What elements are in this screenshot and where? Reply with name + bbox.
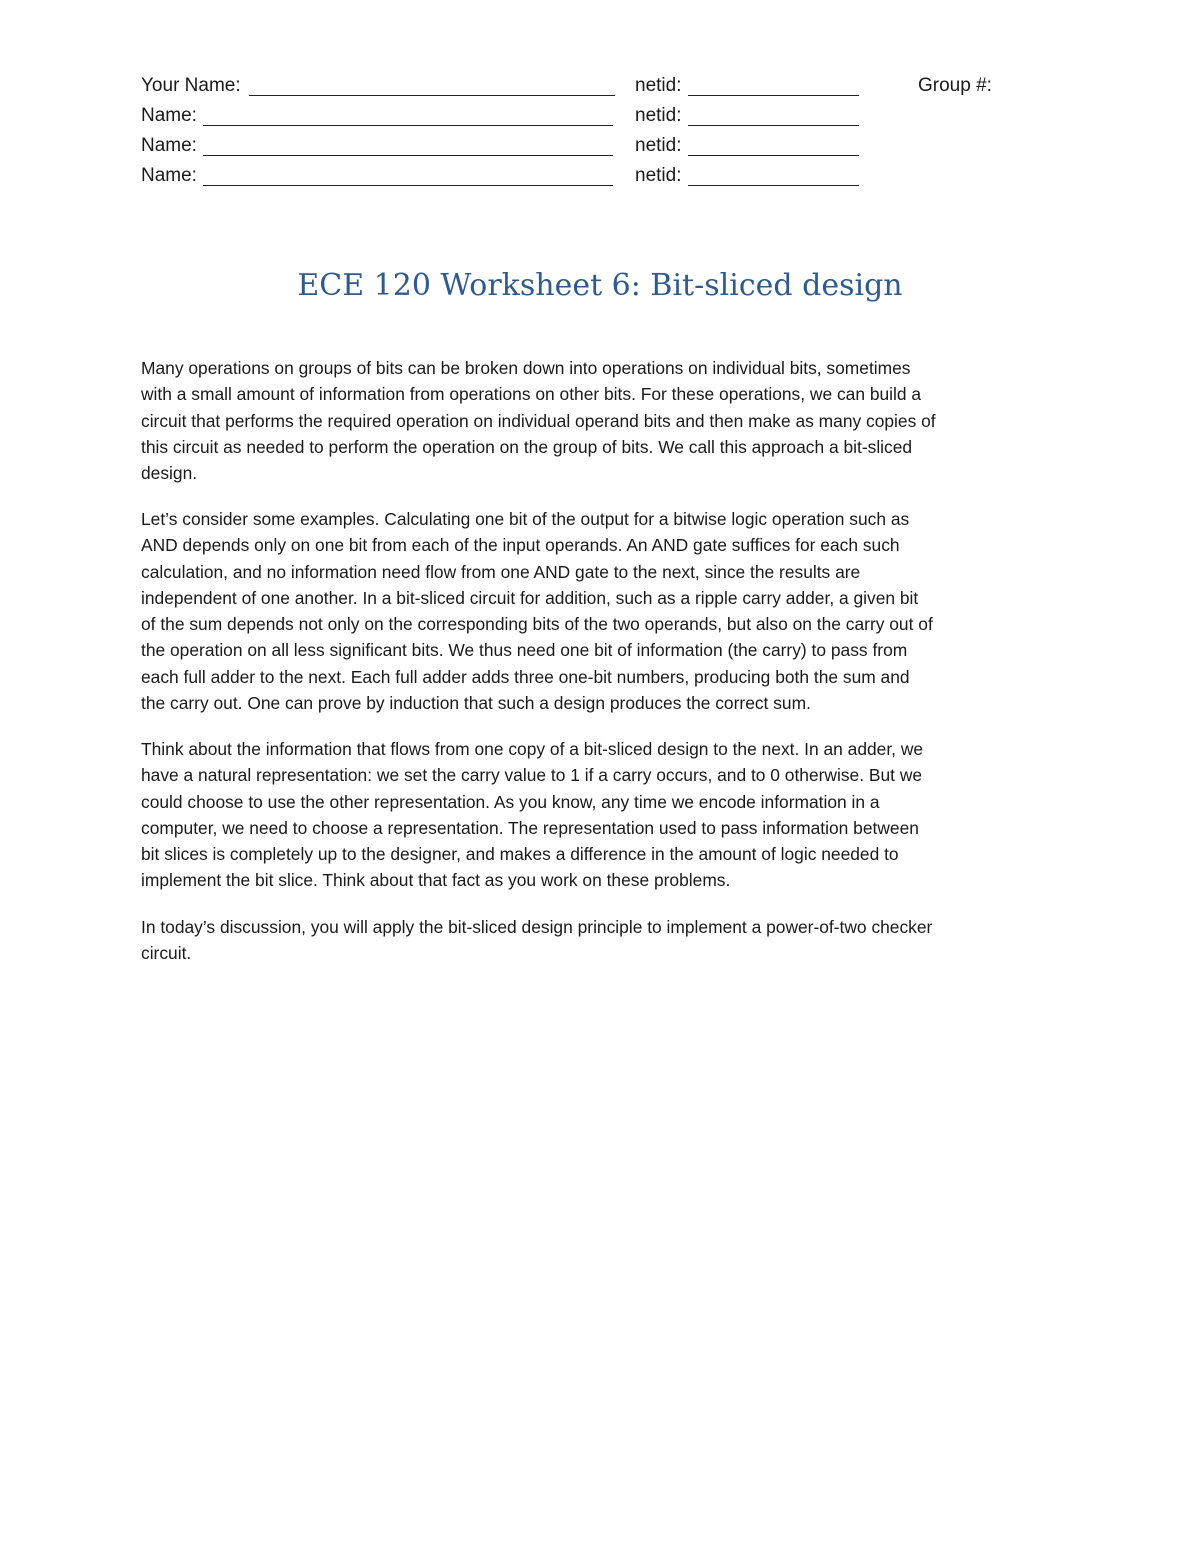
text-line: Think about the information that flows from one copy of a bit-sliced design to the next. In an adder, we (141, 739, 924, 759)
text-line: the operation on all less significant bits. We thus need one bit of information (the carry) to pass from (141, 640, 908, 661)
header-row-name-3 (141, 133, 1061, 159)
header-row-name-2 (141, 103, 1061, 129)
group-label: Group #: (918, 75, 992, 96)
netid-label: netid: (635, 105, 682, 126)
text-line: could choose to use the other representation. As you know, any time we encode information in a (141, 791, 880, 812)
text-line: calculation, and no information need flow from one AND gate to the next, since the results are (141, 561, 861, 582)
text-line: design. (141, 463, 198, 484)
netid-line[interactable] (688, 125, 859, 126)
text-line: Many operations on groups of bits can be broken down into operations on individual bits, sometimes (141, 358, 911, 378)
netid-line[interactable] (688, 185, 859, 186)
paragraph-examples (141, 506, 1061, 716)
text-line: computer, we need to choose a representation. The representation used to pass information between (141, 817, 919, 838)
text-line: circuit that performs the required operation on individual operand bits and then make as many copies of (141, 410, 936, 431)
header-row-name-4 (141, 163, 1061, 189)
name-line[interactable] (203, 185, 613, 186)
text-line: this circuit as needed to perform the operation on the group of bits. We call this approach a bit-sliced (141, 436, 913, 457)
name-label: Name: (141, 135, 197, 156)
paragraph-representation (141, 736, 1061, 894)
text-line: bit slices is completely up to the designer, and makes a difference in the amount of logic needed to (141, 844, 899, 865)
name-label: Name: (141, 105, 197, 126)
text-line: each full adder to the next. Each full adder adds three one-bit numbers, producing both the sum and (141, 666, 910, 687)
text-line: of the sum depends not only on the corresponding bits of the two operands, but also on the carry out of (141, 614, 933, 635)
text-line: with a small amount of information from operations on other bits. For these operations, we can build a (141, 384, 922, 405)
header-row-your-name (141, 73, 1061, 99)
text-line: circuit. (141, 943, 192, 964)
text-line: implement the bit slice. Think about that fact as you work on these problems. (141, 870, 731, 891)
text-line: Let’s consider some examples. Calculating one bit of the output for a bitwise logic operation such as (141, 509, 910, 529)
text-line: the carry out. One can prove by induction that such a design produces the correct sum. (141, 693, 811, 714)
text-line: AND depends only on one bit from each of the input operands. An AND gate suffices for each such (141, 535, 900, 556)
your-name-label: Your Name: (141, 75, 241, 96)
netid-label: netid: (635, 135, 682, 156)
your-name-line[interactable] (249, 95, 615, 96)
netid-line[interactable] (688, 155, 859, 156)
text-line: In today’s discussion, you will apply the bit-sliced design principle to implement a power-of-two checker (141, 917, 933, 937)
worksheet-title: ECE 120 Worksheet 6: Bit-sliced design (297, 268, 903, 303)
text-line: independent of one another. In a bit-sliced circuit for addition, such as a ripple carry adder, a given bit (141, 587, 919, 608)
paragraph-discussion (141, 914, 1061, 967)
name-label: Name: (141, 165, 197, 186)
name-line[interactable] (203, 155, 613, 156)
text-line: have a natural representation: we set the carry value to 1 if a carry occurs, and to 0 otherwise. But we (141, 765, 923, 786)
netid-label: netid: (635, 75, 682, 96)
netid-label: netid: (635, 165, 682, 186)
paragraph-intro (141, 355, 1061, 486)
netid-line[interactable] (688, 95, 859, 96)
name-line[interactable] (203, 125, 613, 126)
